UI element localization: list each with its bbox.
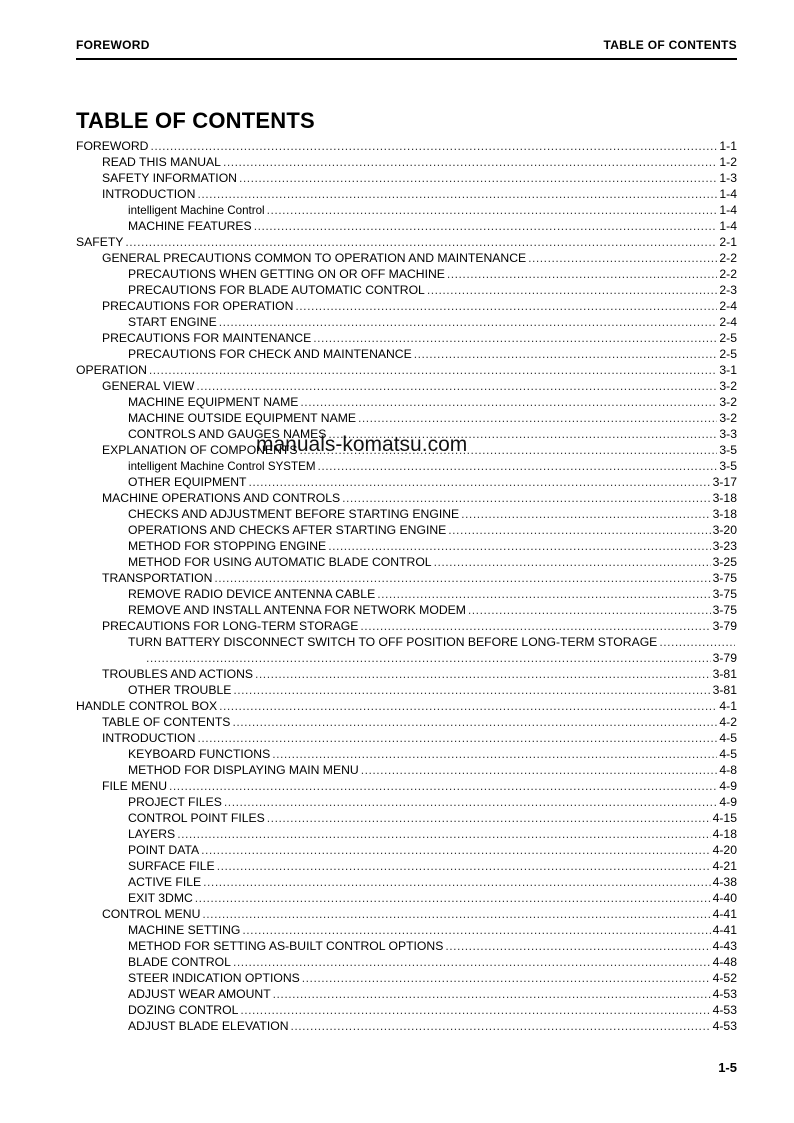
dot-leader [361, 762, 718, 778]
toc-entry[interactable] [76, 746, 737, 762]
toc-entry-title: PRECAUTIONS FOR LONG-TERM STORAGE [102, 619, 359, 633]
dot-leader [249, 474, 711, 490]
toc-entry-title: DOZING CONTROL [128, 1003, 239, 1017]
toc-entry-page: 1-4 [719, 203, 737, 217]
dot-leader [328, 538, 710, 554]
dot-leader [414, 346, 718, 362]
dot-leader [240, 1002, 710, 1018]
toc-entry-page: 2-4 [719, 299, 737, 313]
toc-entry-title: intelligent Machine Control [128, 204, 265, 217]
toc-entry-page: 3-25 [712, 555, 737, 569]
toc-entry-title: REMOVE AND INSTALL ANTENNA FOR NETWORK MODEM [128, 603, 466, 617]
toc-entry-page: 4-9 [719, 795, 737, 809]
toc-entry-page: 2-2 [719, 251, 737, 265]
header-chapter-label: TABLE OF CONTENTS [603, 38, 737, 52]
toc-entry[interactable] [76, 234, 737, 250]
toc-entry-page: 4-38 [712, 875, 737, 889]
toc-entry-page: 1-2 [719, 155, 737, 169]
toc-entry-page: 1-4 [719, 219, 737, 233]
dot-leader [427, 282, 718, 298]
toc-entry[interactable] [76, 698, 737, 714]
toc-entry-page: 3-2 [719, 395, 737, 409]
toc-entry-page: 4-53 [712, 1019, 737, 1033]
toc-entry-page: 3-5 [719, 443, 737, 457]
toc-entry[interactable] [76, 826, 737, 842]
dot-leader [150, 138, 717, 154]
toc-entry-page: 3-20 [712, 523, 737, 537]
dot-leader [177, 826, 710, 842]
toc-entry-title: TURN BATTERY DISCONNECT SWITCH TO OFF POSITION BEFORE LONG-TERM STORAGE [128, 635, 658, 649]
toc-entry-page: 2-5 [719, 331, 737, 345]
table-of-contents [76, 138, 737, 1034]
toc-entry-title: MACHINE EQUIPMENT NAME [128, 395, 299, 409]
toc-entry-page: 3-5 [719, 459, 737, 473]
dot-leader [242, 922, 710, 938]
toc-entry-page: 4-5 [719, 747, 737, 761]
toc-entry[interactable] [76, 474, 737, 490]
dot-leader [267, 810, 711, 826]
toc-entry[interactable] [76, 554, 737, 570]
toc-entry[interactable] [76, 266, 737, 282]
toc-entry-page: 4-15 [712, 811, 737, 825]
toc-entry[interactable] [76, 954, 737, 970]
toc-entry-page: 4-9 [719, 779, 737, 793]
toc-entry[interactable] [76, 202, 737, 218]
toc-entry[interactable] [76, 586, 737, 602]
toc-entry-title: SURFACE FILE [128, 859, 215, 873]
dot-leader [239, 170, 717, 186]
toc-entry-title: CONTROLS AND GAUGES NAMES [128, 427, 327, 441]
dot-leader [358, 410, 717, 426]
toc-entry-title: INTRODUCTION [102, 731, 196, 745]
toc-entry-page: 4-43 [712, 939, 737, 953]
toc-entry-page: 4-8 [719, 763, 737, 777]
toc-entry-title: HANDLE CONTROL BOX [76, 699, 218, 713]
toc-entry[interactable] [76, 922, 737, 938]
toc-entry-page: 4-40 [712, 891, 737, 905]
toc-entry-title: MACHINE FEATURES [128, 219, 252, 233]
toc-entry-title: EXPLANATION OF COMPONENTS [102, 443, 298, 457]
toc-entry-page: 4-41 [712, 923, 737, 937]
toc-entry[interactable] [76, 346, 737, 362]
toc-entry-title: FOREWORD [76, 139, 149, 153]
toc-entry-title: METHOD FOR DISPLAYING MAIN MENU [128, 763, 359, 777]
toc-entry[interactable] [76, 634, 737, 650]
dot-leader [300, 394, 717, 410]
header-section-label: FOREWORD [76, 38, 150, 52]
toc-entry-page: 3-1 [719, 363, 737, 377]
toc-entry-page: 3-18 [712, 507, 737, 521]
dot-leader [318, 458, 718, 474]
toc-entry-title: BLADE CONTROL [128, 955, 231, 969]
toc-entry-title: PRECAUTIONS WHEN GETTING ON OR OFF MACHINE [128, 267, 445, 281]
toc-entry[interactable] [76, 330, 737, 346]
toc-entry-title: PRECAUTIONS FOR MAINTENANCE [102, 331, 312, 345]
toc-entry[interactable] [76, 186, 737, 202]
toc-entry[interactable] [76, 490, 737, 506]
watermark: manuals-komatsu.com [256, 433, 468, 456]
toc-entry[interactable] [76, 138, 737, 154]
toc-entry[interactable] [76, 666, 737, 682]
toc-entry-title: PRECAUTIONS FOR OPERATION [102, 299, 294, 313]
toc-entry-page: 2-5 [719, 347, 737, 361]
toc-entry-title: OTHER TROUBLE [128, 683, 232, 697]
dot-leader [169, 778, 717, 794]
toc-entry-title: KEYBOARD FUNCTIONS [128, 747, 271, 761]
toc-entry[interactable] [76, 762, 737, 778]
toc-entry-page: 4-20 [712, 843, 737, 857]
toc-entry-title: METHOD FOR STOPPING ENGINE [128, 539, 327, 553]
toc-entry-page: 4-48 [712, 955, 737, 969]
dot-leader [254, 218, 718, 234]
toc-entry-page: 1-4 [719, 187, 737, 201]
toc-entry[interactable] [76, 394, 737, 410]
toc-entry[interactable] [76, 842, 737, 858]
dot-leader [659, 634, 735, 650]
toc-entry-page: 4-21 [712, 859, 737, 873]
toc-entry[interactable] [76, 714, 737, 730]
dot-leader [445, 938, 710, 954]
dot-leader [447, 266, 717, 282]
toc-entry-title: STEER INDICATION OPTIONS [128, 971, 300, 985]
toc-entry-page: 4-53 [712, 1003, 737, 1017]
toc-entry-page: 3-18 [712, 491, 737, 505]
toc-entry-title: TABLE OF CONTENTS [102, 715, 231, 729]
toc-entry-page: 3-79 [712, 619, 737, 633]
toc-entry-title: OPERATION [76, 363, 147, 377]
toc-entry-page: 4-5 [719, 731, 737, 745]
toc-entry-title: ACTIVE FILE [128, 875, 202, 889]
toc-entry[interactable] [76, 250, 737, 266]
toc-entry-title: OTHER EQUIPMENT [128, 475, 247, 489]
toc-entry-page: 1-3 [719, 171, 737, 185]
toc-entry-page: 3-81 [712, 667, 737, 681]
toc-entry-title: CONTROL MENU [102, 907, 201, 921]
toc-entry-title: METHOD FOR USING AUTOMATIC BLADE CONTROL [128, 555, 432, 569]
toc-entry[interactable] [76, 314, 737, 330]
toc-entry-page: 3-75 [712, 603, 737, 617]
toc-entry[interactable] [76, 1018, 737, 1034]
dot-leader [197, 730, 717, 746]
dot-leader [149, 362, 718, 378]
dot-leader [461, 506, 710, 522]
dot-leader [342, 490, 710, 506]
dot-leader [217, 858, 711, 874]
dot-leader [219, 314, 718, 330]
toc-entry-title: GENERAL PRECAUTIONS COMMON TO OPERATION AND MAINTENANCE [102, 251, 527, 265]
toc-entry[interactable] [76, 458, 737, 474]
toc-entry[interactable] [76, 362, 737, 378]
dot-leader [360, 618, 710, 634]
toc-entry-title: EXIT 3DMC [128, 891, 193, 905]
dot-leader [219, 698, 717, 714]
toc-entry-title: LAYERS [128, 827, 176, 841]
toc-entry-page: 2-3 [719, 283, 737, 297]
toc-entry-page: 3-23 [712, 539, 737, 553]
dot-leader [197, 186, 717, 202]
toc-entry[interactable] [76, 874, 737, 890]
dot-leader [223, 154, 717, 170]
toc-entry-title: TROUBLES AND ACTIONS [102, 667, 254, 681]
toc-entry-title: PRECAUTIONS FOR CHECK AND MAINTENANCE [128, 347, 412, 361]
dot-leader [233, 682, 710, 698]
toc-entry[interactable] [76, 378, 737, 394]
dot-leader [201, 842, 710, 858]
toc-entry-page: 3-2 [719, 411, 737, 425]
toc-entry-title: PROJECT FILES [128, 795, 222, 809]
toc-entry[interactable] [76, 218, 737, 234]
toc-entry[interactable] [76, 506, 737, 522]
toc-entry-page: 3-81 [712, 683, 737, 697]
toc-entry-title: FILE MENU [102, 779, 168, 793]
dot-leader [377, 586, 710, 602]
toc-entry-page: 4-18 [712, 827, 737, 841]
dot-leader [202, 906, 710, 922]
toc-entry-page: 3-17 [712, 475, 737, 489]
toc-entry[interactable] [76, 602, 737, 618]
toc-entry[interactable] [76, 522, 737, 538]
page-header [76, 38, 737, 60]
toc-entry-page: 3-3 [719, 427, 737, 441]
toc-entry[interactable] [76, 682, 737, 698]
toc-entry-page: 2-4 [719, 315, 737, 329]
dot-leader [295, 298, 717, 314]
dot-leader [273, 986, 711, 1002]
toc-entry-page: 2-2 [719, 267, 737, 281]
toc-entry-title: POINT DATA [128, 843, 200, 857]
toc-entry-title: ADJUST WEAR AMOUNT [128, 987, 271, 1001]
dot-leader [272, 746, 717, 762]
toc-entry-page: 3-79 [712, 651, 737, 665]
dot-leader [203, 874, 710, 890]
toc-entry-title: START ENGINE [128, 315, 217, 329]
dot-leader [267, 202, 718, 218]
toc-entry-title: METHOD FOR SETTING AS-BUILT CONTROL OPTIONS [128, 939, 444, 953]
dot-leader [448, 522, 710, 538]
toc-entry-page: 4-1 [719, 699, 737, 713]
toc-entry-page: 4-41 [712, 907, 737, 921]
dot-leader [468, 602, 711, 618]
toc-entry[interactable] [76, 858, 737, 874]
toc-entry[interactable] [76, 938, 737, 954]
toc-entry-page: 3-75 [712, 587, 737, 601]
page-title: TABLE OF CONTENTS [76, 108, 315, 133]
dot-leader [146, 650, 711, 666]
toc-entry[interactable] [76, 298, 737, 314]
toc-entry[interactable] [76, 730, 737, 746]
toc-entry-title: GENERAL VIEW [102, 379, 195, 393]
dot-leader [434, 554, 711, 570]
toc-entry[interactable] [76, 906, 737, 922]
toc-entry-title: SAFETY INFORMATION [102, 171, 237, 185]
toc-entry-title: OPERATIONS AND CHECKS AFTER STARTING ENGINE [128, 523, 447, 537]
dot-leader [313, 330, 717, 346]
toc-entry[interactable] [76, 154, 737, 170]
toc-entry-title: READ THIS MANUAL [102, 155, 221, 169]
toc-entry[interactable] [76, 410, 737, 426]
dot-leader [528, 250, 717, 266]
toc-entry-title: TRANSPORTATION [102, 571, 213, 585]
dot-leader [196, 378, 717, 394]
toc-entry-title: ADJUST BLADE ELEVATION [128, 1019, 289, 1033]
toc-entry[interactable] [76, 618, 737, 634]
toc-entry-title: REMOVE RADIO DEVICE ANTENNA CABLE [128, 587, 376, 601]
toc-entry-title: CONTROL POINT FILES [128, 811, 265, 825]
toc-entry-page: 4-52 [712, 971, 737, 985]
toc-entry[interactable] [76, 1002, 737, 1018]
toc-entry-title: MACHINE SETTING [128, 923, 241, 937]
toc-entry-title: SAFETY [76, 235, 124, 249]
toc-entry-page: 4-2 [719, 715, 737, 729]
toc-entry[interactable] [76, 970, 737, 986]
dot-leader [224, 794, 717, 810]
toc-entry[interactable] [76, 778, 737, 794]
toc-entry-page: 2-1 [719, 235, 737, 249]
toc-entry-title: MACHINE OUTSIDE EQUIPMENT NAME [128, 411, 356, 425]
toc-entry-page: 1-1 [719, 139, 737, 153]
dot-leader [195, 890, 711, 906]
toc-entry[interactable] [76, 650, 737, 666]
toc-entry-title: intelligent Machine Control SYSTEM [128, 460, 316, 473]
page-number: 1-5 [718, 1060, 737, 1075]
toc-entry[interactable] [76, 810, 737, 826]
dot-leader [214, 570, 710, 586]
dot-leader [125, 234, 717, 250]
toc-entry-page: 3-2 [719, 379, 737, 393]
dot-leader [255, 666, 711, 682]
toc-entry-title: INTRODUCTION [102, 187, 196, 201]
toc-entry-title: PRECAUTIONS FOR BLADE AUTOMATIC CONTROL [128, 283, 425, 297]
dot-leader [291, 1018, 711, 1034]
toc-entry-page: 3-75 [712, 571, 737, 585]
toc-entry-title: CHECKS AND ADJUSTMENT BEFORE STARTING ENGINE [128, 507, 460, 521]
toc-entry[interactable] [76, 986, 737, 1002]
toc-entry-title: MACHINE OPERATIONS AND CONTROLS [102, 491, 341, 505]
toc-entry[interactable] [76, 890, 737, 906]
toc-entry[interactable] [76, 282, 737, 298]
dot-leader [233, 954, 711, 970]
dot-leader [232, 714, 717, 730]
toc-entry-page: 4-53 [712, 987, 737, 1001]
toc-entry[interactable] [76, 538, 737, 554]
toc-entry[interactable] [76, 794, 737, 810]
dot-leader [302, 970, 711, 986]
toc-entry[interactable] [76, 170, 737, 186]
toc-entry[interactable] [76, 570, 737, 586]
